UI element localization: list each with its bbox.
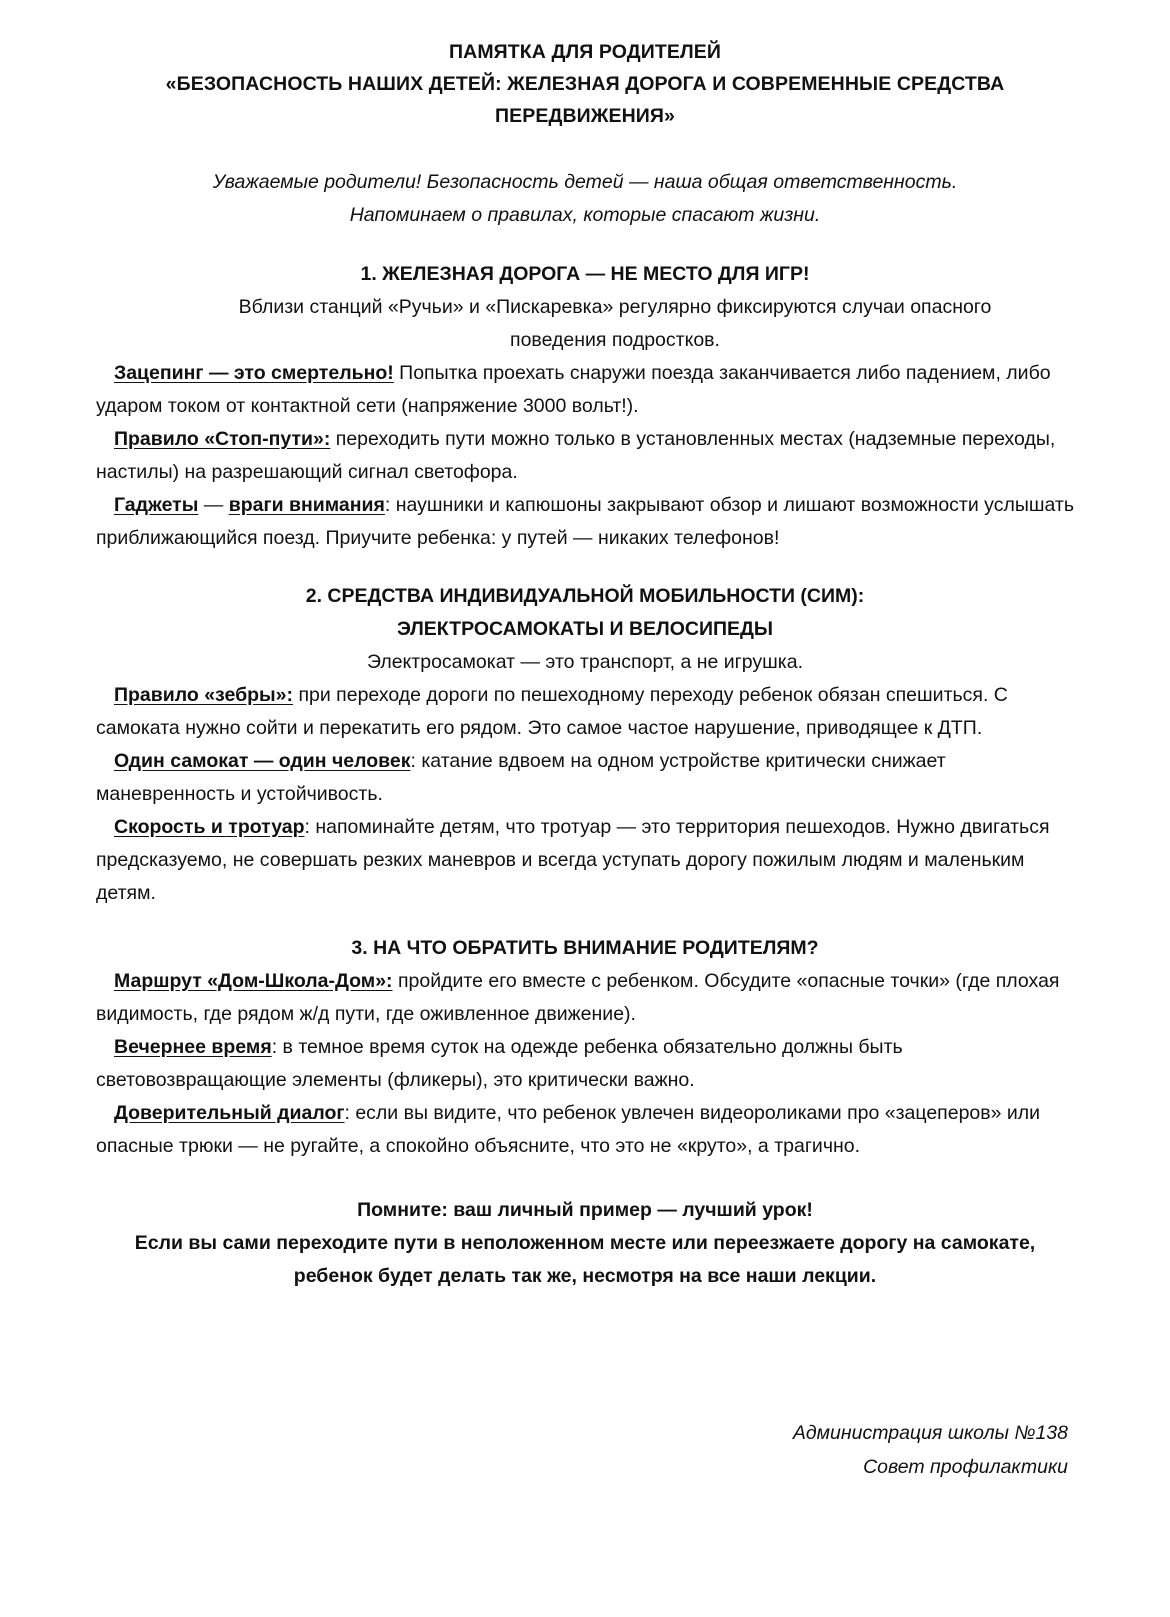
- section-2-item: [96, 679, 1074, 745]
- section-3-item: [96, 1097, 1074, 1163]
- item-term: Маршрут «Дом-Школа-Дом»:: [114, 970, 393, 992]
- item-text: : наушники и капюшоны закрывают обзор и лишают возможности услышать приближающийся поезд. Приучите ребенка: у путей — никаких телефонов!: [96, 494, 1074, 549]
- item-term: Вечернее время: [114, 1036, 272, 1058]
- item-text: : катание вдвоем на одном устройстве критически снижает маневренность и устойчивость.: [96, 750, 946, 805]
- title-line-1: ПАМЯТКА ДЛЯ РОДИТЕЛЕЙ: [449, 41, 721, 63]
- section-1-item: [96, 423, 1074, 489]
- section-2-item: [96, 811, 1074, 910]
- closing-line-2: Если вы сами переходите пути в неположенном месте или переезжаете дорогу на самокате,: [134, 1232, 1036, 1254]
- item-term: Один самокат — один человек: [114, 750, 411, 772]
- closing-note: [96, 1194, 1074, 1293]
- section-railway: [96, 258, 1074, 555]
- section-2-lead: Электросамокат — это транспорт, а не игрушка.: [366, 651, 804, 673]
- item-text: Попытка проехать снаружи поезда заканчивается либо падением, либо ударом током от контактной сети (напряжение 3000 вольт!).: [96, 362, 1051, 417]
- item-term: Доверительный диалог: [114, 1102, 345, 1124]
- intro-line-1: Уважаемые родители! Безопасность детей — наша общая ответственность.: [212, 171, 958, 193]
- section-1-heading: 1. ЖЕЛЕЗНАЯ ДОРОГА — НЕ МЕСТО ДЛЯ ИГР!: [360, 263, 810, 285]
- section-3-item: [96, 965, 1074, 1031]
- section-1-item: [96, 357, 1074, 423]
- signature-line-1: Администрация школы №138: [792, 1422, 1068, 1444]
- item-term: Правило «Стоп-пути»:: [114, 428, 331, 450]
- item-term: Гаджеты: [114, 494, 199, 516]
- item-text: при переходе дороги по пешеходному переходу ребенок обязан спешиться. С самоката нужно сойти и перекатить его рядом. Это самое частое нарушение, приводящее к ДТП.: [96, 684, 1008, 739]
- item-term: Правило «зебры»:: [114, 684, 294, 706]
- closing-line-1: Помните: ваш личный пример — лучший урок!: [357, 1199, 813, 1221]
- title-line-3: ПЕРЕДВИЖЕНИЯ»: [495, 105, 675, 127]
- section-parents-attention: [96, 932, 1074, 1163]
- intro-text: [96, 166, 1074, 232]
- memo-title: [96, 36, 1074, 132]
- item-term: Зацепинг — это смертельно!: [114, 362, 394, 384]
- item-text: : напоминайте детям, что тротуар — это территория пешеходов. Нужно двигаться предсказуемо, не совершать резких маневров и всегда уступать дорогу пожилым людям и маленьким детям.: [96, 816, 1050, 904]
- section-1-item: [96, 489, 1074, 555]
- intro-line-2: Напоминаем о правилах, которые спасают жизни.: [349, 204, 821, 226]
- section-3-item: [96, 1031, 1074, 1097]
- section-2-heading-line-1: 2. СРЕДСТВА ИНДИВИДУАЛЬНОЙ МОБИЛЬНОСТИ (СИМ):: [305, 585, 865, 607]
- item-text: : в темное время суток на одежде ребенка обязательно должны быть световозвращающие элементы (фликеры), это критически важно.: [96, 1036, 903, 1091]
- item-term-2: враги внимания: [228, 494, 385, 516]
- item-separator: —: [198, 494, 229, 516]
- signature-block: [793, 1416, 1068, 1484]
- section-mobility: [96, 580, 1074, 910]
- section-1-lead: Вблизи станций «Ручьи» и «Пискаревка» регулярно фиксируются случаи опасного поведения подростков.: [238, 296, 992, 351]
- item-text: пройдите его вместе с ребенком. Обсудите «опасные точки» (где плохая видимость, где рядом ж/д пути, где оживленное движение).: [96, 970, 1060, 1025]
- closing-line-3: ребенок будет делать так же, несмотря на все наши лекции.: [293, 1265, 877, 1287]
- item-text: : если вы видите, что ребенок увлечен видеороликами про «зацеперов» или опасные трюки — не ругайте, а спокойно объясните, что это не «круто», а трагично.: [96, 1102, 1041, 1157]
- section-2-heading-line-2: ЭЛЕКТРОСАМОКАТЫ И ВЕЛОСИПЕДЫ: [396, 618, 774, 640]
- signature-line-2: Совет профилактики: [863, 1456, 1068, 1478]
- item-term: Скорость и тротуар: [114, 816, 305, 838]
- title-line-2: «БЕЗОПАСНОСТЬ НАШИХ ДЕТЕЙ: ЖЕЛЕЗНАЯ ДОРОГА И СОВРЕМЕННЫЕ СРЕДСТВА: [165, 73, 1005, 95]
- item-text: переходить пути можно только в установленных местах (надземные переходы, настилы) на разрешающий сигнал светофора.: [96, 428, 1056, 483]
- section-3-heading: 3. НА ЧТО ОБРАТИТЬ ВНИМАНИЕ РОДИТЕЛЯМ?: [351, 937, 819, 959]
- section-2-item: [96, 745, 1074, 811]
